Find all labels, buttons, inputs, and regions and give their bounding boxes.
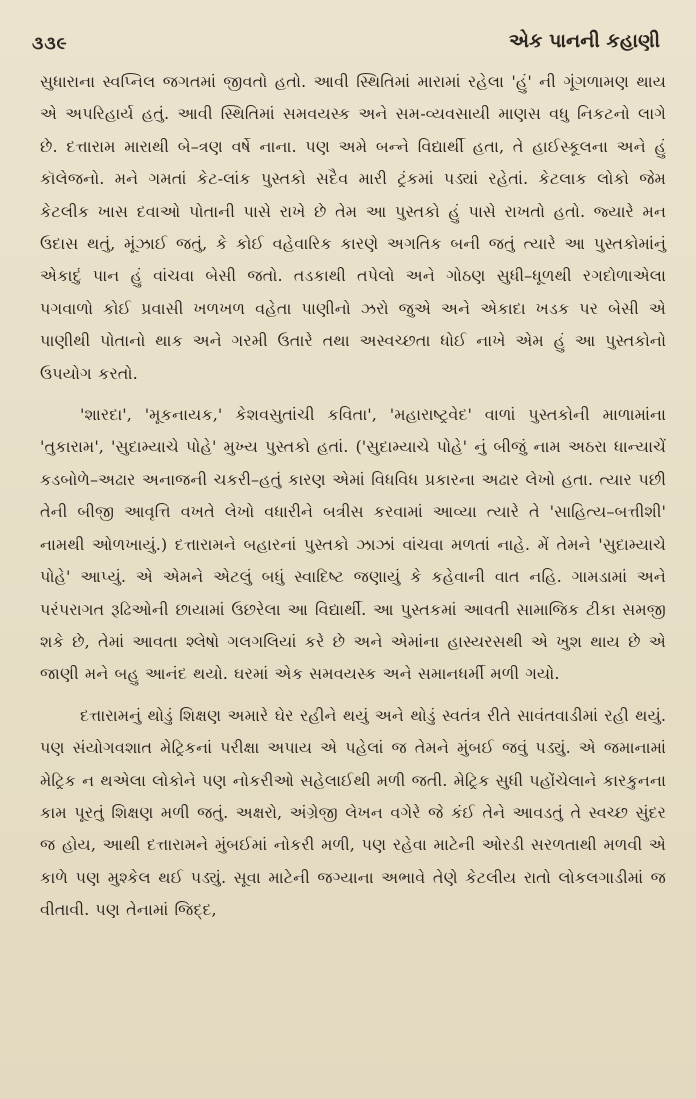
paragraph: સુધારાના સ્વપ્નિલ જગતમાં જીવતો હતો. આવી સ્થિતિમાં મારામાં રહેલા 'હું' ની ગૂંગળામણ થાય એ અપરિહાર્ય હતું. આવી સ્થિતિમાં સમવયસ્ક અને સમ-વ્યવસાયી માણસ વધુ નિકટનો લાગે છે. દત્તારામ મારાથી બે–ત્રણ વર્ષે નાના. પણ અમે બન્ને વિદ્યાર્થી હતા, તે હાઈસ્કૂલના અને હું કૉલેજનો. મને ગમતાં કેટ-લાંક પુસ્તકો સદૈવ મારી ટ્રંકમાં પડ્યાં રહેતાં. કેટલાક લોકો જેમ કેટલીક ખાસ દવાઓ પોતાની પાસે રાખે છે તેમ આ પુસ્તકો હું પાસે રાખતો હતો. જ્યારે મન ઉદાસ થતું, મૂંઝાઈ જતું, કે કોઈ વહેવારિક કારણે અગતિક બની જતું ત્યારે આ પુસ્તકોમાંનું એકાદું પાન હું વાંચવા બેસી જતો. તડકાથી તપેલો અને ગોઠણ સુધી–ધૂળથી રગદોળાએલા પગવાળો કોઈ પ્રવાસી ખળખળ વહેતા પાણીનો ઝરો જુએ અને એકાદા ખડક પર બેસી એ પાણીથી પોતાનો થાક અને ગરમી ઉતારે તથા અસ્વચ્છતા ધોઈ નાખે એમ હું આ પુસ્તકોનો ઉપયોગ કરતો.	[40, 72, 666, 383]
page-number: ૩૩૯	[32, 34, 68, 54]
paragraph: 'શારદા', 'મૂકનાયક,' કેશવસુતાંચી કવિતા', 'મહારાષ્ટ્રવેદ' વાળાં પુસ્તકોની માળામાંના 'તુકારામ', 'સુદામ્યાચે પોહે' મુખ્ય પુસ્તકો હતાં. ('સુદામ્યાચે પોહે' નું બીજું નામ અઠરા ધાન્યાચેં કડબોળે–અઢાર અનાજની ચકરી–હતું કારણ એમાં વિધવિધ પ્રકારના અઢાર લેખો હતા. ત્યાર પછી તેની બીજી આવૃત્તિ વખતે લેખો વધારીને બત્રીસ કરવામાં આવ્યા ત્યારે તે 'સાહિત્ય–બત્તીશી' નામથી ઓળખાયું.) દત્તારામને બહારનાં પુસ્તકો ઝાઝાં વાંચવા મળતાં નાહે. મેં તેમને 'સુદામ્યાચે પોહે' આપ્યું. એ એમને એટલું બધું સ્વાદિષ્ટ જણાયું કે કહેવાની વાત નહિ. ગામડામાં અને પરંપરાગત રૂઢિઓની છાયામાં ઉછરેલા આ વિદ્યાર્થી. આ પુસ્તકમાં આવતી સામાજિક ટીકા સમજી શકે છે, તેમાં આવતા શ્લેષો ગલગલિયાં કરે છે અને એમાંના હાસ્યરસથી એ ખુશ થાય છે એ જાણી મને બહુ આનંદ થયો. ઘરમાં એક સમવયસ્ક અને સમાનધર્મી મળી ગયો.	[40, 405, 666, 684]
running-title: એક પાનની કહાણી	[509, 30, 660, 52]
body-text	[40, 66, 666, 927]
page-header	[28, 26, 660, 66]
paragraph: દત્તારામનું થોડું શિક્ષણ અમારે ઘેર રહીને થયું અને થોડું સ્વતંત્ર રીતે સાવંતવાડીમાં રહી થયું. પણ સંયોગવશાત મેટ્રિકનાં પરીક્ષા અપાય એ પહેલાં જ તેમને મુંબઈ જવું પડ્યું. એ જમાનામાં મેટ્રિક ન થએલા લોકોને પણ નોકરીઓ સહેલાઈથી મળી જતી. મેટ્રિક સુધી પહોંચેલાને કારકુનના કામ પૂરતું શિક્ષણ મળી જતું. અક્ષરો, અંગ્રેજી લેખન વગેરે જે કંઈ તેને આવડતું તે સ્વચ્છ સુંદર જ હોય, આથી દત્તારામને મુંબઈમાં નોકરી મળી, પણ રહેવા માટેની ઓરડી સરળતાથી મળવી એ કાળે પણ મુશ્કેલ થઈ પડ્યું. સૂવા માટેની જગ્યાના અભાવે તેણે કેટલીય રાતો લોકલગાડીમાં જ વીતાવી. પણ તેનામાં જિદ્દ,	[40, 705, 666, 920]
